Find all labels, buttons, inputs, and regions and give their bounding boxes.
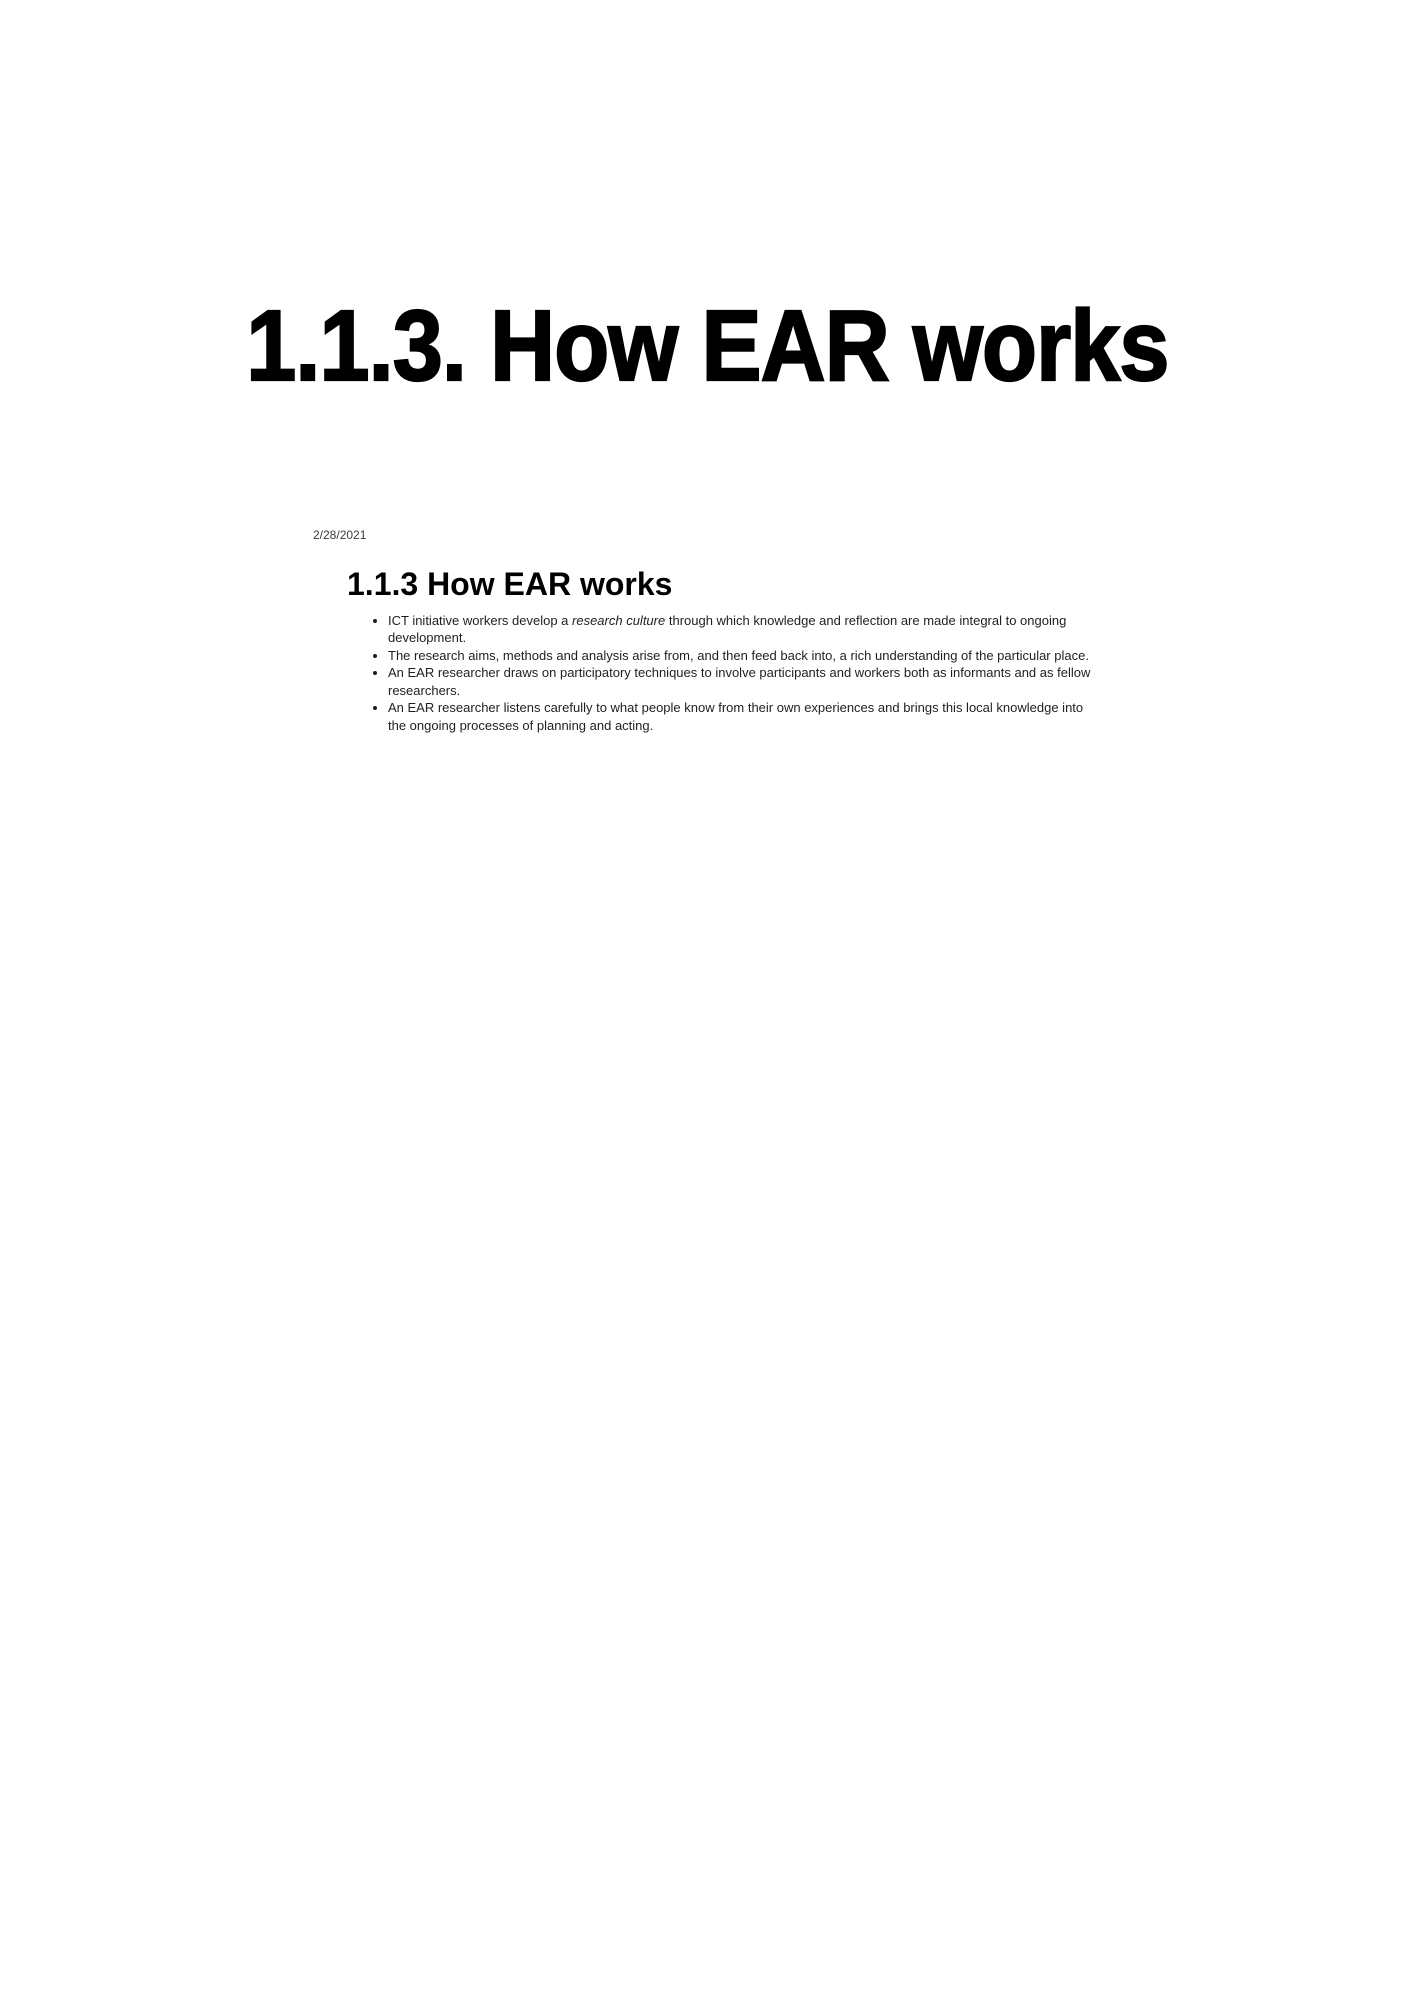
bullet-text: ICT initiative workers develop a: [388, 612, 573, 628]
bullet-text: An EAR researcher listens carefully to what people know from their own experiences and brings this local knowledge into the ongoing processes of planning and acting.: [388, 700, 1084, 733]
document-capture: [313, 528, 1103, 734]
page-title-text: 1.1.3. How EAR works: [245, 290, 1169, 402]
doc-bullet-list: [347, 612, 1091, 735]
bullet-item: [388, 647, 1091, 665]
doc-content: [347, 566, 1103, 734]
bullet-item: [388, 699, 1091, 734]
doc-date: 2/28/2021: [313, 528, 367, 542]
bullet-item: [388, 664, 1091, 699]
bullet-text: An EAR researcher draws on participatory techniques to involve participants and workers both as informants and as fellow researchers.: [388, 665, 1091, 698]
bullet-text-italic: research culture: [572, 612, 666, 628]
doc-heading: 1.1.3 How EAR works: [347, 566, 673, 602]
bullet-text: The research aims, methods and analysis arise from, and then feed back into, a rich understanding of the particular place.: [388, 647, 1089, 663]
bullet-item: [388, 612, 1091, 647]
page-title: [0, 290, 1414, 402]
bullet-text: through which knowledge and reflection are made integral to ongoing development.: [388, 612, 1067, 646]
